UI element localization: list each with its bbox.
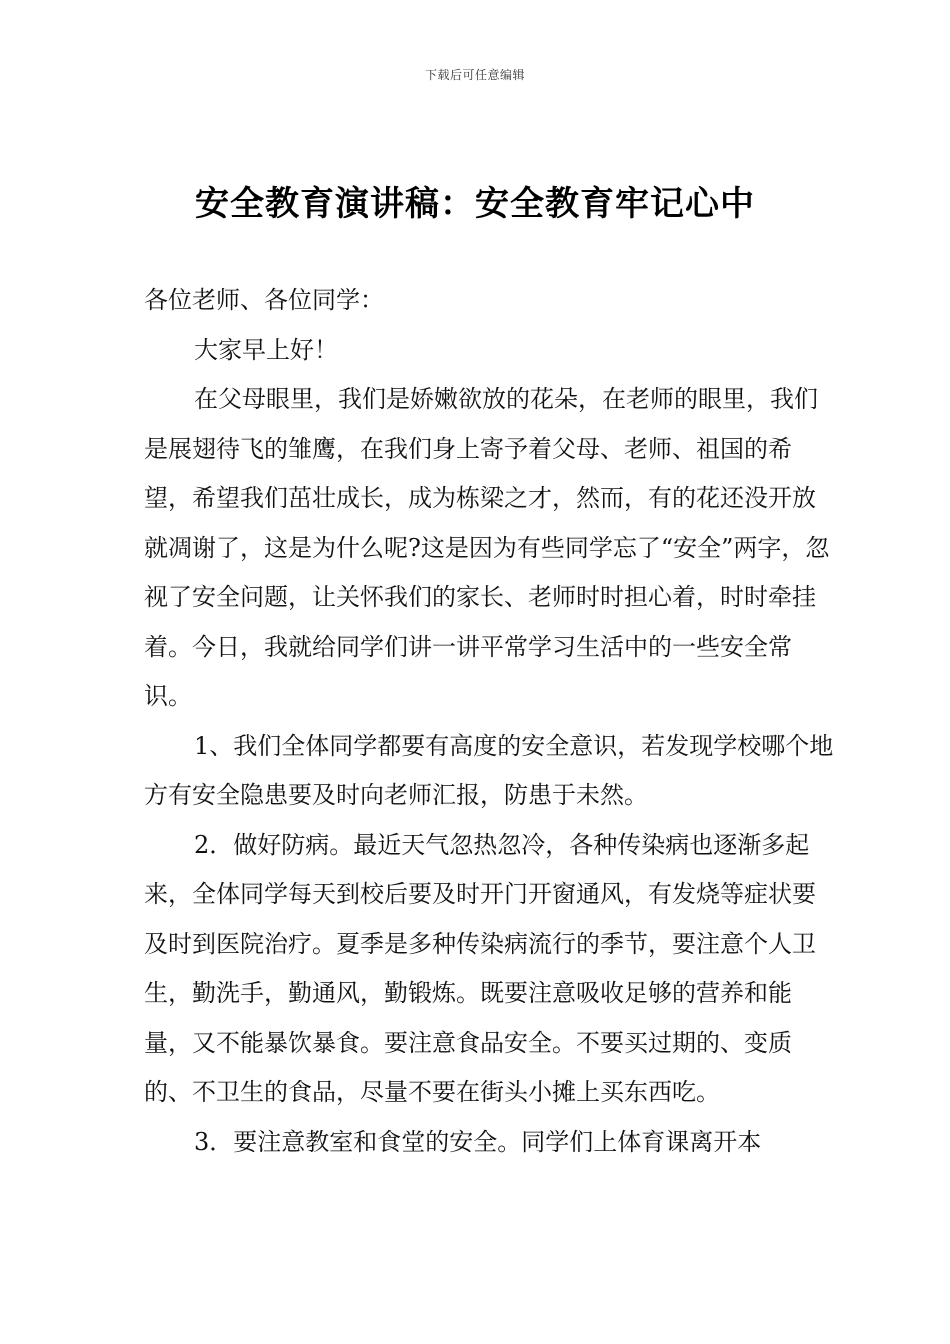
document-title: 安全教育演讲稿：安全教育牢记心中: [195, 184, 755, 224]
body-paragraph: 1、我们全体同学都要有高度的安全意识，若发现学校哪个地方有安全隐患要及时向老师汇报，防患于未然。: [144, 731, 834, 809]
salutation: 各位老师、各位同学：: [144, 286, 384, 314]
greeting: 大家早上好！: [194, 335, 338, 364]
body-paragraph: 2．做好防病。最近天气忽热忽冷，各种传染病也逐渐多起来，全体同学每天到校后要及时开门开窗通风，有发烧等症状要及时到医院治疗。夏季是多种传染病流行的季节，要注意个人卫生，勤洗手，勤通风，勤锻炼。既要注意吸收足够的营养和能量，又不能暴饮暴食。要注意食品安全。不要买过期的、变质的、不卫生的食品，尽量不要在街头小摊上买东西吃。: [144, 830, 816, 1106]
page-header-note: 下载后可任意编辑: [424, 68, 525, 82]
document-body: [144, 276, 834, 1167]
body-paragraph: 在父母眼里，我们是娇嫩欲放的花朵，在老师的眼里，我们是展翅待飞的雏鹰，在我们身上寄予着父母、老师、祖国的希望，希望我们茁壮成长，成为栋梁之才，然而，有的花还没开放就凋谢了，这是为什么呢?这是因为有些同学忘了“安全”两字，忽视了安全问题，让关怀我们的家长、老师时时担心着，时时牵挂着。今日，我就给同学们讲一讲平常学习生活中的一些安全常识。: [144, 385, 830, 710]
body-paragraph: 3．要注意教室和食堂的安全。同学们上体育课离开本: [194, 1127, 762, 1156]
